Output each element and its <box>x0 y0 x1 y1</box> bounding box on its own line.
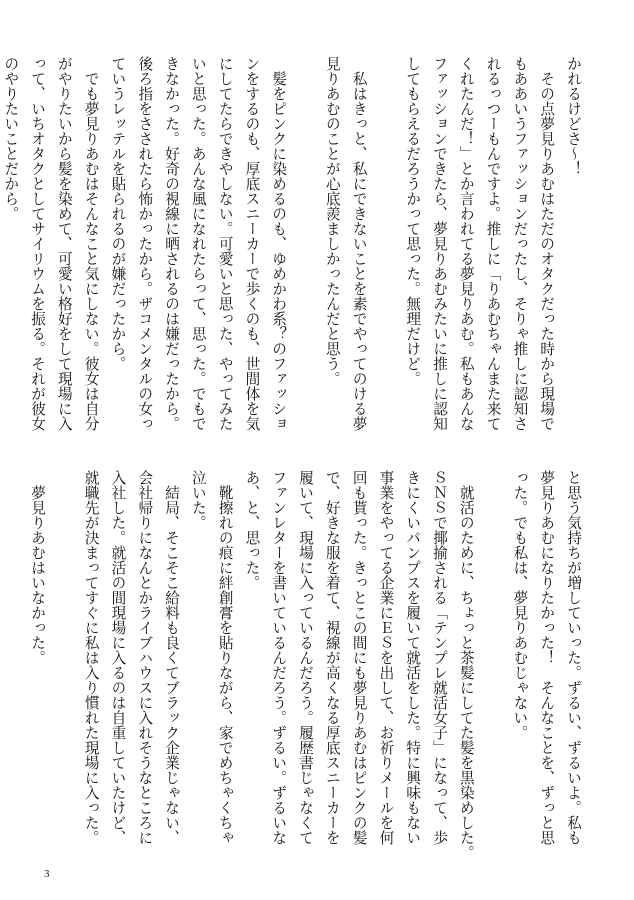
lower-text-line: 事業をやってる企業にＥＳを出して、お祈りメールを何 <box>377 470 395 845</box>
lower-text-line <box>0 470 23 858</box>
lower-text-line: と思う気持ちが増していった。ずるい、ずるいよ。私も <box>565 470 582 845</box>
upper-text-line: いと思った。あんな風になれたらって、思った。でもで <box>189 56 207 431</box>
upper-text-line: その点夢見りあむはただのオタクだった時から現場で <box>538 56 556 431</box>
lower-text-line: ファンレターを書いているんだろう。ずるい。ずるいな <box>270 470 288 845</box>
upper-text-block <box>2 56 586 444</box>
upper-text-line: って、いちオタクとしてサイリウムを振る。それが彼女 <box>29 56 47 431</box>
upper-text-line: 髪をピンクに染めるのも、ゆめかわ系？のファッショ <box>270 56 288 431</box>
upper-text-line: 私はきっと、私にできないことを素でやってのける夢 <box>350 56 368 431</box>
lower-text-line: 夢見りあむはいなかった。 <box>29 470 47 665</box>
lower-text-line: 履いて、現場に入っているんだろう。履歴書じゃなくて <box>297 470 315 845</box>
upper-text-line: 後ろ指をさされたら怖かったから。ザコメンタルの女っ <box>136 56 154 431</box>
lower-text-block <box>26 470 586 858</box>
upper-text-line <box>291 56 318 444</box>
upper-text-line: でも夢見りあむはそんなこと気にしない。彼女は自分 <box>82 56 100 431</box>
lower-text-line: 回も貰った。きっとこの間にも夢見りあむはピンクの髪 <box>350 470 368 845</box>
lower-text-line: あ、と、思った。 <box>243 470 261 590</box>
upper-text-line: もああいうファッションだったし、そりゃ推しに認知さ <box>511 56 529 431</box>
upper-text-line: してもらえるだろうかって思った。無理だけど。 <box>404 56 422 386</box>
lower-text-line: 結局、そこそこ給料も良くてブラック企業じゃない、 <box>163 470 181 845</box>
upper-text-line: がやりたいから髪を染めて、可愛い格好をして現場に入 <box>55 56 73 431</box>
upper-text-line: にしてたらできやしない。可愛いと思った、やってみた <box>216 56 234 431</box>
upper-text-line: のやりたいことだから。 <box>2 56 20 221</box>
lower-text-line: 就職先が決まってすぐに私は入り慣れた現場に入った。 <box>82 470 100 845</box>
lower-text-line: 会社帰りになんとかライブハウスに入れそうなところに <box>136 470 154 845</box>
lower-text-line: きにくいパンプスを履いて就活をした。特に興味もない <box>404 470 422 845</box>
lower-text-line <box>50 470 77 858</box>
upper-text-line: れるっつーもんですよ。推しに「りあむちゃんまた来て <box>484 56 502 431</box>
upper-text-line: ていうレッテルを貼られるのが嫌だったから。 <box>109 56 127 371</box>
upper-text-line: 見りあむのことが心底羨ましかったんだと思う。 <box>323 56 341 386</box>
page-number: 3 <box>44 868 50 880</box>
upper-text-line: きなかった。好奇の視線に晒されるのは嫌だったから。 <box>163 56 181 431</box>
upper-text-line: くれたんだ！」とか言われてる夢見りあむ。私もあんな <box>457 56 475 431</box>
lower-text-line: 就活のために、ちょっと茶髪にしてた髪を黒染めした。 <box>457 470 475 860</box>
lower-text-line: った。でも私は、夢見りあむじゃない。 <box>511 470 529 740</box>
lower-text-line: 夢見りあむになりたかった！ そんなことを、ずっと思 <box>538 470 556 845</box>
lower-text-line <box>479 470 506 858</box>
upper-text-line: ファッションできたら、夢見りあむみたいに推しに認知 <box>431 56 449 431</box>
upper-text-line: ンをするのも、厚底スニーカーで歩くのも、世間体を気 <box>243 56 261 431</box>
upper-text-line: かれるけどさ〜！ <box>565 56 582 176</box>
upper-text-line <box>372 56 399 444</box>
lower-text-line: 入社した。就活の間現場に入るのは自重していたけど、 <box>109 470 127 845</box>
lower-text-line: ＳＮＳで揶揄される「テンプレ就活女子」になって、歩 <box>431 470 449 845</box>
lower-text-line: で、好きな服を着て、視線が高くなる厚底スニーカーを <box>323 470 341 845</box>
lower-text-line: 靴擦れの痕に絆創膏を貼りながら、家でめちゃくちゃ <box>216 470 234 845</box>
lower-text-line: 泣いた。 <box>189 470 207 530</box>
